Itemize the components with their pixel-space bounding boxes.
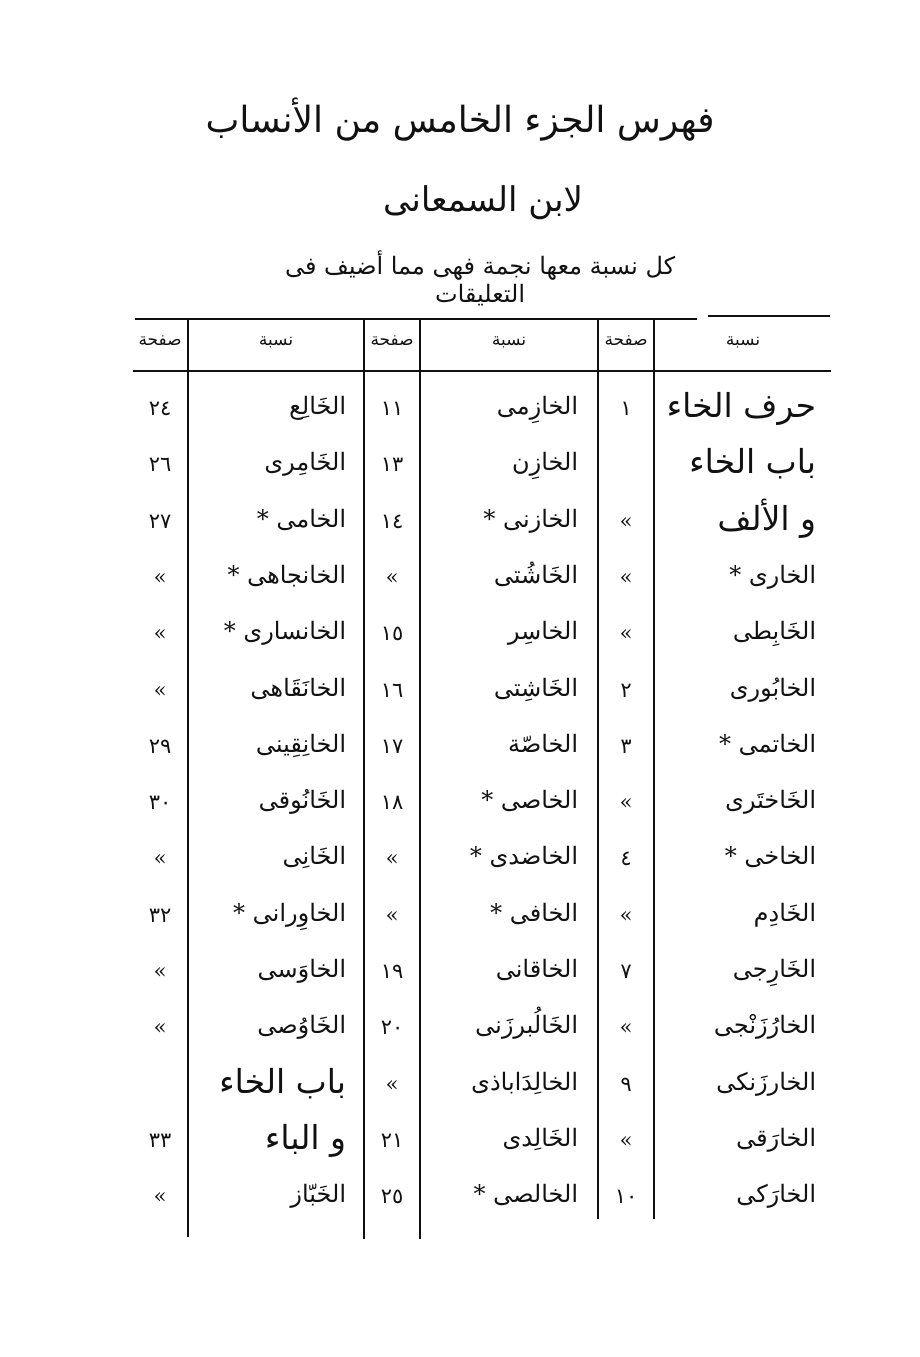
nisba-entry: الخَاشِتى	[493, 673, 578, 702]
nisba-entry: الخَانُوقى	[258, 786, 346, 815]
nisba-entry: الخافى *	[490, 898, 578, 927]
page-number: »	[153, 1015, 167, 1040]
page-number: ١٣	[380, 452, 404, 477]
nisba-entry: الخاوَسى	[257, 955, 346, 983]
page-number: ٣٢	[148, 902, 172, 927]
page-number: ١٠	[614, 1184, 638, 1209]
nisba-entry: الخارزَنكى	[716, 1067, 816, 1096]
page-number: ٢٤	[148, 396, 172, 420]
nisba-entry: الخاوِرانى *	[233, 898, 346, 927]
page-number: ٢٩	[148, 733, 172, 758]
nisba-entry: حرف الخاء	[666, 386, 816, 425]
page-number: »	[153, 1184, 167, 1209]
nisba-entry: و الألف	[717, 498, 816, 538]
header-nisba-col1: نسبة	[725, 330, 761, 350]
page-number: ٤	[620, 846, 632, 871]
nisba-entry: الخَاختَرى	[725, 786, 816, 815]
header-page-col2: صفحة	[370, 330, 414, 350]
nisba-entry: باب الخاء	[689, 442, 816, 482]
nisba-entry: الخَبّاز	[290, 1180, 346, 1209]
nisba-entry: الخانسارى *	[223, 617, 346, 646]
nisba-entry: الخاتمى *	[719, 729, 816, 758]
nisba-entry: الخازنى *	[483, 504, 578, 533]
page-number: ٣	[620, 733, 632, 758]
page-number: ٢١	[380, 1127, 404, 1152]
nisba-entry: الخَانِى	[282, 842, 346, 871]
page-number: ٩	[620, 1071, 632, 1096]
page-number: »	[153, 621, 167, 646]
nisba-entry: الخالِدَاباذى	[471, 1067, 578, 1096]
header-bottom-rule	[133, 370, 831, 372]
nisba-entry: الخَابِطى	[732, 617, 816, 646]
page-number: ٢٠	[380, 1015, 404, 1040]
header-page-col1: صفحة	[604, 330, 648, 350]
nisba-entry: الخَادِم	[753, 898, 816, 927]
nisba-entry: الخاسِر	[507, 617, 578, 646]
nisba-entry: الخَالُبرزَنى	[475, 1011, 578, 1040]
page-number: ٧	[620, 959, 632, 983]
page-number: »	[153, 677, 167, 702]
nisba-entry: الخَالِع	[289, 392, 346, 420]
nisba-entry: الخامى *	[256, 504, 346, 533]
nisba-entry: الخارى *	[729, 560, 816, 589]
nisba-entry: الخارَقى	[736, 1123, 816, 1152]
page-number: »	[619, 564, 633, 589]
page-subtitle: لابن السمعانى	[383, 180, 583, 220]
page-number: ١١	[380, 396, 404, 420]
page-number: ١٩	[380, 959, 404, 983]
nisba-entry: الخارَكى	[736, 1180, 816, 1209]
nisba-entry: الخانِقِينى	[255, 729, 346, 758]
nisba-entry: الخانجاهى *	[227, 560, 346, 589]
page-number: ١٧	[380, 733, 404, 758]
page-title: فهرس الجزء الخامس من الأنساب	[205, 100, 715, 141]
page-number: »	[619, 621, 633, 646]
page-number: »	[153, 846, 167, 871]
top-rule-right	[708, 315, 830, 317]
page-number: »	[619, 902, 633, 927]
page-number: ١٨	[380, 790, 404, 815]
nisba-entry: الخاقانى	[495, 955, 578, 983]
page-number: »	[619, 508, 633, 533]
page-number: ٣٠	[148, 790, 172, 815]
nisba-entry: الخاضدى *	[469, 842, 578, 871]
page-number: ٢٧	[148, 508, 172, 533]
nisba-entry: و الباء	[264, 1117, 346, 1157]
nisba-entry: الخاخى *	[724, 842, 816, 871]
header-page-col3: صفحة	[138, 330, 182, 350]
page-number: ٢	[620, 677, 632, 702]
nisba-entry: الخَامِرى	[264, 448, 346, 477]
page-number: »	[153, 959, 167, 983]
page-number: ٢٦	[148, 452, 172, 477]
page-number: ١٤	[380, 508, 404, 533]
nisba-entry: الخازِن	[512, 448, 578, 477]
nisba-entry: الخارُزَنْجى	[713, 1011, 816, 1040]
page-number: »	[619, 790, 633, 815]
page-number: »	[385, 902, 399, 927]
nisba-entry: الخاصى *	[481, 786, 578, 815]
nisba-entry: الخَاوُصى	[257, 1011, 346, 1040]
nisba-entry: الخَالِدى	[502, 1123, 578, 1152]
header-nisba-col2: نسبة	[491, 330, 527, 350]
page-number: »	[385, 1071, 399, 1096]
page-number: »	[153, 564, 167, 589]
page-number: ١٦	[380, 677, 404, 702]
nisba-entry: الخالصى *	[473, 1180, 578, 1209]
page-number: »	[385, 846, 399, 871]
nisba-entry: الخاصّة	[507, 729, 578, 758]
nisba-entry: الخابُورى	[729, 673, 816, 702]
page-number: »	[619, 1127, 633, 1152]
page-number: »	[385, 564, 399, 589]
asterisk-note: كل نسبة معها نجمة فهى مما أضيف فى التعليقات	[284, 252, 676, 308]
page-number: ١	[620, 396, 632, 420]
header-nisba-col3: نسبة	[258, 330, 294, 350]
top-rule-left	[135, 318, 697, 320]
page-number: ١٥	[380, 621, 404, 646]
nisba-entry: باب الخاء	[219, 1061, 346, 1101]
page-number: »	[619, 1015, 633, 1040]
nisba-entry: الخَاشُتى	[493, 560, 578, 589]
page-number: ٢٥	[380, 1184, 404, 1209]
nisba-entry: الخانَقَاهى	[250, 673, 346, 702]
nisba-entry: الخازِمى	[496, 392, 578, 420]
nisba-entry: الخَارِجى	[732, 955, 816, 983]
page-number: ٣٣	[148, 1127, 172, 1152]
